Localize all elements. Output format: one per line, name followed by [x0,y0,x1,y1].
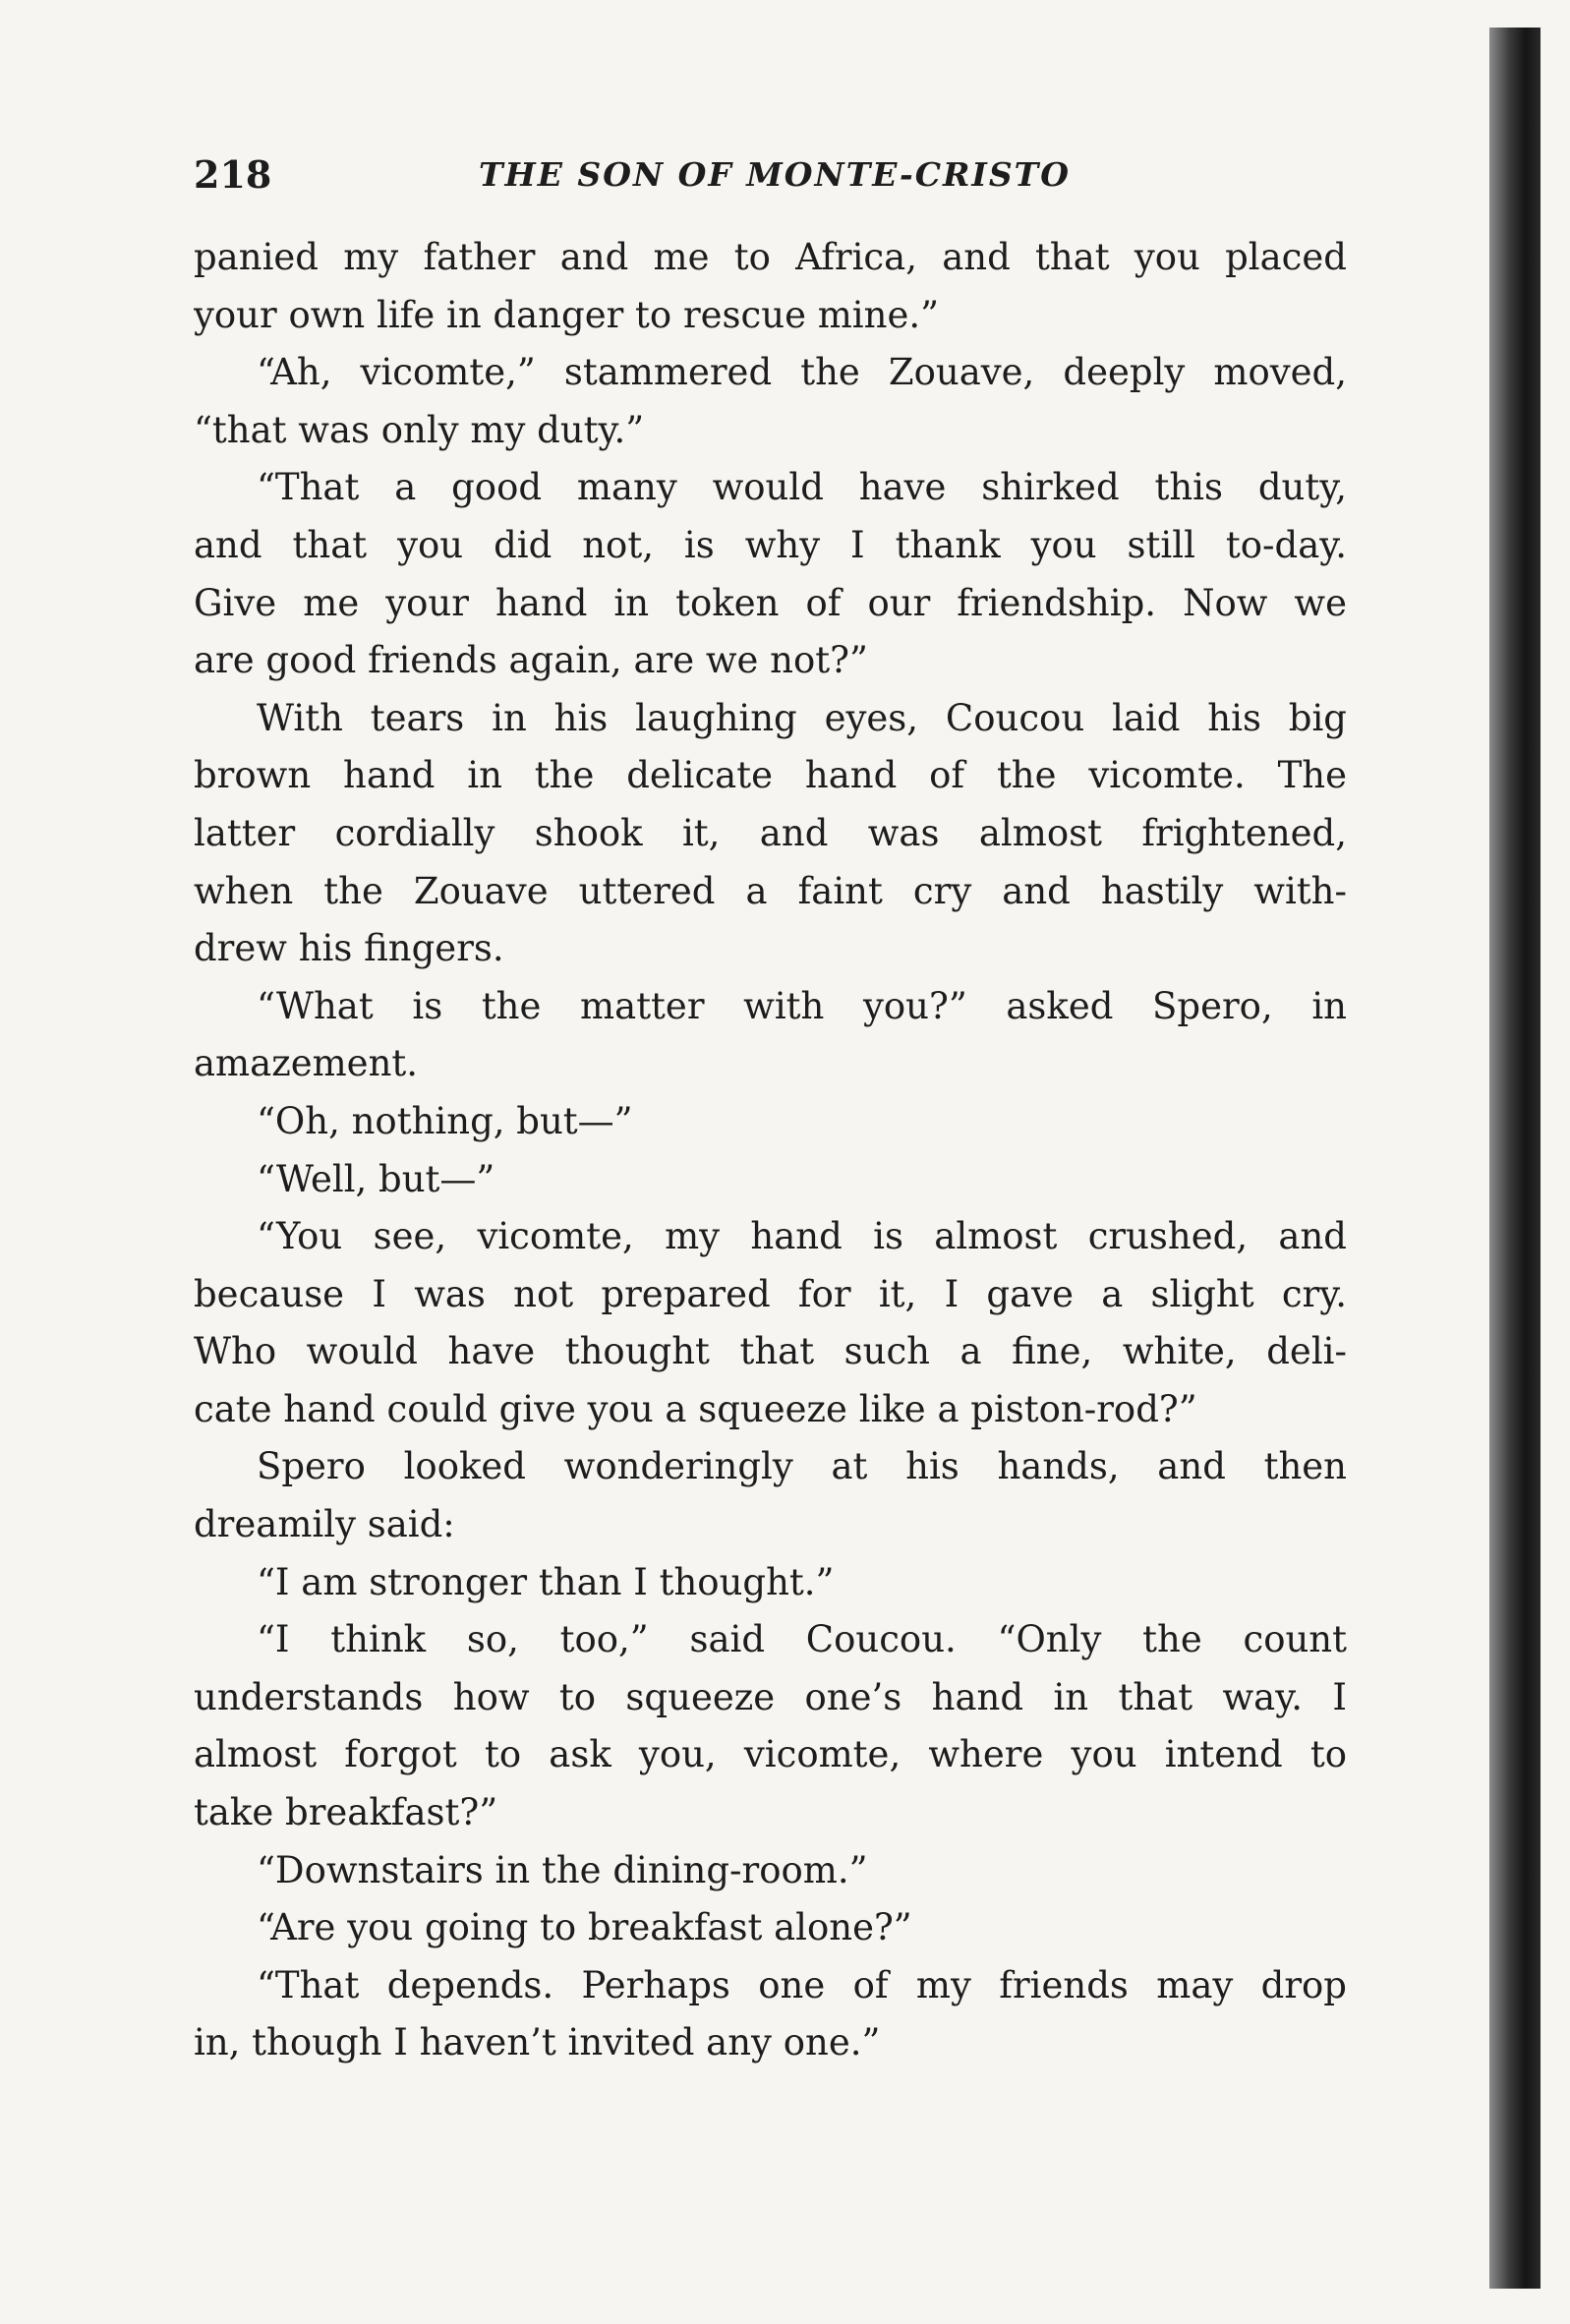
text-line: “You see, vicomte, my hand is almost crushed, and [257,1215,1347,1258]
text-line: “That depends. Perhaps one of my friends may drop [257,1963,1347,2006]
text-line: brown hand in the delicate hand of the vicomte. The [194,754,1347,797]
running-head [194,145,1347,204]
text-line: in, though I haven’t invited any one.” [194,2021,881,2064]
text-line: With tears in his laughing eyes, Coucou laid his big [257,696,1347,739]
text-line: “That a good many would have shirked this duty, [257,466,1347,509]
page-edge-shadow [1489,28,1541,2289]
text-line: “I think so, too,” said Coucou. “Only the count [257,1618,1347,1661]
body-text [194,229,1347,2072]
text-line: “Downstairs in the dining-room.” [257,1848,868,1891]
text-line: “Well, but—” [257,1157,495,1200]
text-line: amazement. [194,1042,419,1085]
text-line: drew his fingers. [194,927,504,970]
text-line: almost forgot to ask you, vicomte, where you intend to [194,1733,1347,1776]
text-line: your own life in danger to rescue mine.” [194,293,940,336]
text-line: Give me your hand in token of our friendship. Now we [194,581,1347,624]
text-line: “I am stronger than I thought.” [257,1560,835,1603]
text-line: take breakfast?” [194,1791,498,1834]
text-line: “Ah, vicomte,” stammered the Zouave, deeply moved, [257,351,1347,394]
text-line: “Are you going to breakfast alone?” [257,1906,912,1949]
book-title: THE SON OF MONTE-CRISTO [479,155,1071,194]
text-line: when the Zouave uttered a faint cry and hastily with- [194,869,1347,912]
page-number: 218 [194,152,272,197]
text-line: “Oh, nothing, but—” [257,1099,633,1142]
text-line: dreamily said: [194,1503,455,1546]
text-line: Who would have thought that such a fine, white, deli- [194,1330,1347,1373]
text-line: and that you did not, is why I thank you still to-day. [194,523,1347,566]
text-line: cate hand could give you a squeeze like a piston-rod?” [194,1387,1197,1430]
text-line: Spero looked wonderingly at his hands, and then [257,1445,1347,1488]
text-line: panied my father and me to Africa, and that you placed [194,236,1347,278]
text-line: “that was only my duty.” [194,408,645,451]
text-line: because I was not prepared for it, I gave a slight cry. [194,1272,1347,1315]
text-line: understands how to squeeze one’s hand in that way. I [194,1675,1347,1718]
text-line: are good friends again, are we not?” [194,639,868,682]
text-line: latter cordially shook it, and was almost frightened, [194,811,1347,854]
text-line: “What is the matter with you?” asked Spero, in [257,984,1347,1027]
